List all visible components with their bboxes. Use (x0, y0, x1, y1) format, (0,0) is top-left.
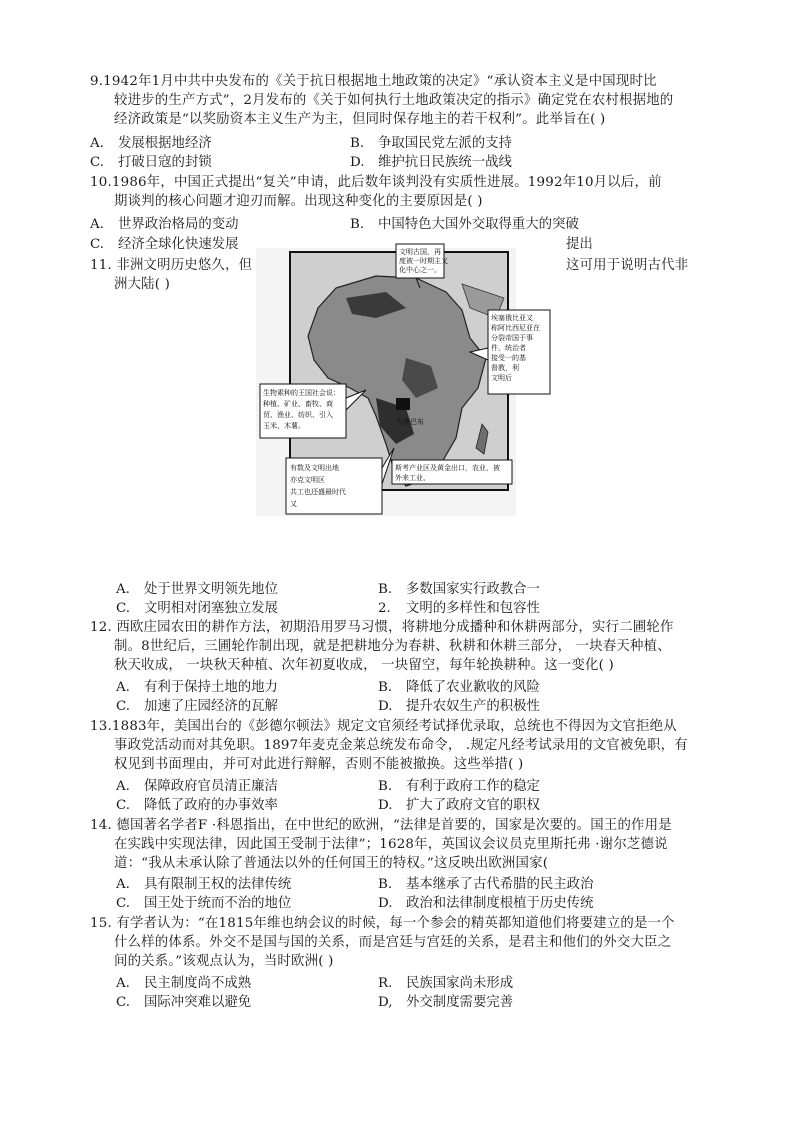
q14-option-c[interactable]: C. 国王处于统而不治的地位 (116, 896, 292, 911)
q9-stem-line3: 经济政策是“以奖励资本主义生产为主，但同时保存地主的若干权利”。此举旨在( ) (114, 112, 606, 127)
svg-text:生物素种的王国社会说：: 生物素种的王国社会说： (263, 389, 340, 397)
svg-text:文明后: 文明后 (491, 374, 512, 382)
q15-stem-line3: 间的关系。”该观点认为，当时欧洲( ) (114, 954, 334, 969)
q12-stem-line2: 制。8世纪后，三圃轮作制出现，就是把耕地分为春耕、秋耕和休耕三部分， 一块春天种植、 (114, 639, 671, 654)
q10-option-c[interactable]: C. 经济全球化快速发展 (90, 237, 239, 252)
q11-stem-line2: 洲大陆( ) (114, 277, 171, 292)
svg-text:分裂帝国于事: 分裂帝国于事 (491, 334, 533, 342)
q10-option-d-fragment[interactable]: 提出 (566, 237, 593, 252)
q13-option-b[interactable]: B. 有利于政府工作的稳定 (378, 779, 540, 794)
q15-option-c[interactable]: C. 国际冲突难以避免 (116, 995, 252, 1010)
svg-text:文明古国，再: 文明古国，再 (399, 248, 441, 256)
q11-option-b[interactable]: B. 多数国家实行政教合一 (378, 582, 540, 597)
q10-stem-line2: 期谈判的核心问题才迎刃而解。出现这种变化的主要原因是( ) (114, 194, 483, 209)
svg-text:外来工业、: 外来工业、 (395, 474, 430, 482)
q11-option-d[interactable]: 2. 文明的多样性和包容性 (378, 601, 540, 616)
map-place-label: 大津巴布 (396, 418, 424, 426)
q12-stem-line1: 12. 西欧庄园农田的耕作方法，初期沿用罗马习惯，将耕地分成播种和休耕两部分，实行二圃轮作 (90, 620, 674, 635)
svg-text:有数及文明出地: 有数及文明出地 (290, 464, 339, 472)
svg-text:又: 又 (290, 500, 297, 508)
africa-map-figure (256, 248, 540, 516)
q9-option-b[interactable]: B. 争取国民党左派的支持 (350, 136, 512, 151)
annotation-box-great-zimbabwe (392, 460, 512, 484)
q9-option-c[interactable]: C. 打破日寇的封锁 (90, 155, 212, 170)
q10-stem-line1: 10.1986年，中国正式提出“复关”申请，此后数年谈判没有实质性进展。1992年10月以后，前 (90, 175, 662, 190)
svg-text:接受一的基: 接受一的基 (491, 354, 526, 362)
q9-stem-line1: 9.1942年1月中共中央发布的《关于抗日根据地土地政策的决定》“承认资本主义是中国现时比 (90, 74, 657, 89)
q15-stem-line2: 什么样的体系。外交不是国与国的关系，而是宫廷与宫廷的关系，是君主和他们的外交大臣之 (114, 935, 672, 950)
q13-option-a[interactable]: A. 保障政府官员清正廉洁 (116, 779, 278, 794)
q12-option-a[interactable]: A. 有利于保持土地的地力 (116, 680, 278, 695)
q9-option-a[interactable]: A. 发展根据地经济 (90, 136, 212, 151)
q13-option-d[interactable]: D. 扩大了政府文官的职权 (378, 798, 540, 813)
q15-option-d[interactable]: D, 外交制度需要完善 (378, 995, 514, 1010)
annotation-box-bottom-left (286, 448, 394, 514)
q9-stem-line2: 较进步的生产方式”，2月发布的《关于如何执行土地政策决定的指示》确定党在农村根据地的 (114, 93, 674, 108)
svg-text:埃塞俄比亚又: 埃塞俄比亚又 (491, 314, 533, 322)
q9-option-d[interactable]: D. 维护抗日民族统一战线 (350, 155, 512, 170)
q12-option-c[interactable]: C. 加速了庄园经济的瓦解 (116, 699, 278, 714)
q15-option-a[interactable]: A. 民主制度尚不成熟 (116, 976, 252, 991)
svg-text:化中心之一。: 化中心之一。 (399, 266, 441, 274)
q13-stem-line1: 13.1883年，美国出台的《彭德尔顿法》规定文官须经考试择优录取，总统也不得因为文官拒绝从 (90, 719, 677, 734)
svg-text:件，统治者: 件，统治者 (491, 344, 526, 352)
q11-option-c[interactable]: C. 文明相对闭塞独立发展 (116, 601, 278, 616)
q13-stem-line3: 权见到书面理由，并可对此进行辩解，否则不能被撤换。这些举措( ) (114, 757, 524, 772)
q11-stem-line1-left: 11. 非洲文明历史悠久，但 (90, 258, 253, 273)
q14-stem-line1: 14. 德国著名学者F ·科恩指出，在中世纪的欧洲，“法律是首要的，国家是次要的。国王的作用是 (90, 818, 672, 833)
q15-stem-line1: 15. 有学者认为：“在1815年维也纳会议的时候，每一个参会的精英都知道他们将要建立的是一个 (90, 916, 675, 931)
svg-text:玉米、木薯。: 玉米、木薯。 (263, 422, 305, 430)
q10-option-b[interactable]: B. 中国特色大国外交取得重大的突破 (350, 217, 579, 232)
q14-option-a[interactable]: A. 具有限制王权的法律传统 (116, 877, 292, 892)
q13-stem-line2: 事政党活动而对其免职。1897年麦克金莱总统发布命令， .规定凡经考试录用的文官被免职，有 (114, 738, 688, 753)
q11-option-a[interactable]: A. 处于世界文明领先地位 (116, 582, 278, 597)
q14-stem-line2: 在实践中实现法律，因此国王受制于法律”；1628年，英国议会议员克里斯托弗 ·谢尔芝德说 (114, 837, 668, 852)
q15-option-b[interactable]: R. 民族国家尚未形成 (378, 976, 514, 991)
svg-text:种植、矿业、畜牧、商: 种植、矿业、畜牧、商 (263, 400, 333, 408)
q13-option-c[interactable]: C. 降低了政府的办事效率 (116, 798, 278, 813)
q10-option-a[interactable]: A. 世界政治格局的变动 (90, 217, 239, 232)
svg-text:称阿比西尼亚在: 称阿比西尼亚在 (491, 324, 540, 332)
q12-option-b[interactable]: B. 降低了农业歉收的风险 (378, 680, 540, 695)
svg-text:斯考产业区及黄金出口，农业，被: 斯考产业区及黄金出口，农业，被 (395, 464, 500, 472)
q12-option-d[interactable]: D. 提升农奴生产的积极性 (378, 699, 540, 714)
q14-option-d[interactable]: D. 政治和法律制度根植于历史传统 (378, 896, 594, 911)
q11-stem-line1-right: 这可用于说明古代非 (566, 258, 689, 273)
svg-text:度被一时期主义: 度被一时期主义 (399, 257, 448, 265)
svg-text:亦克文明区: 亦克文明区 (290, 476, 325, 484)
svg-text:共工也还盛最时代: 共工也还盛最时代 (290, 488, 346, 496)
q14-option-b[interactable]: B. 基本继承了古代希腊的民主政治 (378, 877, 594, 892)
svg-text:贸、渔业、纺织、引入: 贸、渔业、纺织、引入 (263, 411, 333, 419)
q12-stem-line3: 秋天收成， 一块秋天种植、次年初夏收成， 一块留空，每年轮换耕种。这一变化( ) (114, 658, 614, 673)
q14-stem-line3: 道：“我从未承认除了普通法以外的任何国王的特权。”这反映出欧洲国家( (114, 856, 549, 871)
svg-text:督教，利: 督教，利 (491, 364, 519, 372)
